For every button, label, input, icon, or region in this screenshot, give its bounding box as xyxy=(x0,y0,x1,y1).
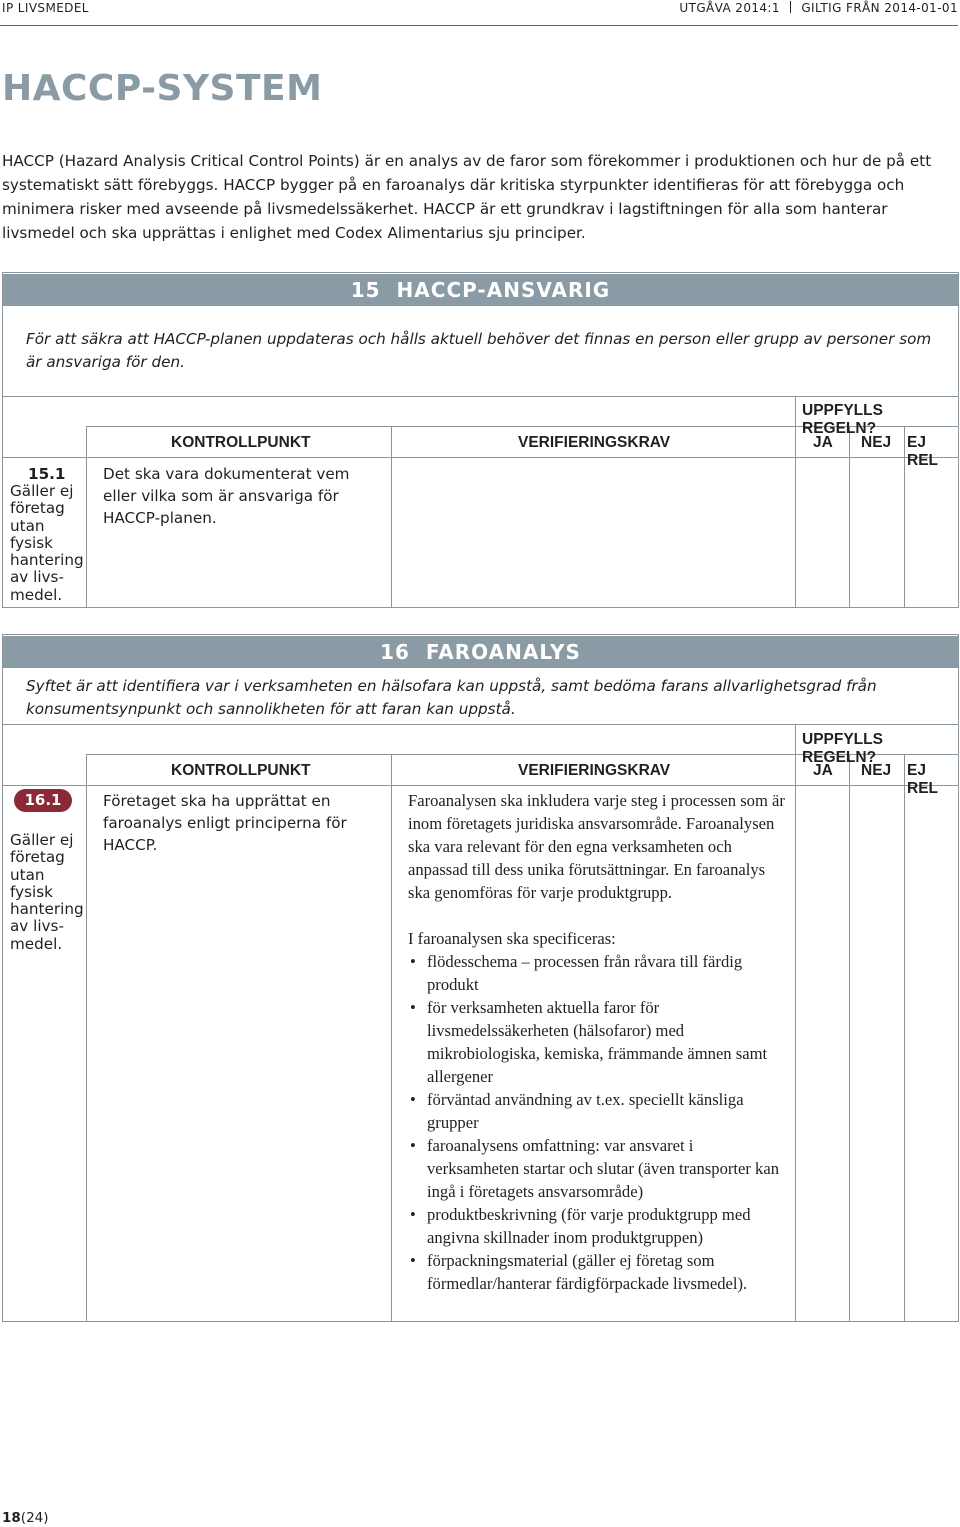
section-15-col-ja: JA xyxy=(813,434,833,451)
section-15-col-kontrollpunkt: KONTROLLPUNKT xyxy=(171,434,311,451)
list-item: • faroanalysens omfattning: var ansvaret i verksamheten startar och slutar (även transporter kan ingå i företagets ansvarsområde) xyxy=(408,1134,786,1203)
section-16-col-ja: JA xyxy=(813,762,833,779)
header-edition-info xyxy=(679,1,958,15)
row-15-1-id: 15.1 xyxy=(28,465,66,483)
header-edition: UTGÅVA 2014:1 xyxy=(679,1,780,15)
list-item: • flödesschema – processen från råvara till färdig produkt xyxy=(408,950,786,996)
section-15-col-nej: NEJ xyxy=(861,434,892,451)
page-title: HACCP-SYSTEM xyxy=(2,68,323,109)
verif-paragraph-2: I faroanalysen ska specificeras: xyxy=(408,929,616,948)
section-15-col-verifieringskrav: VERIFIERINGSKRAV xyxy=(518,434,671,451)
section-16-col-verifieringskrav: VERIFIERINGSKRAV xyxy=(518,762,671,779)
section-16-uppfylls-label: UPPFYLLS REGELN? xyxy=(802,731,883,766)
row-16-1-scope: Gäller ej företag utan fysisk hantering av livs- medel. xyxy=(10,831,84,953)
header-document-name: IP LIVSMEDEL xyxy=(2,1,89,15)
row-16-1-kontrollpunkt: Företaget ska ha upprättat en faroanalys enligt principerna för HACCP. xyxy=(103,792,347,854)
intro-paragraph: HACCP (Hazard Analysis Critical Control Points) är en analys av de faror som förekommer i produktionen och hur de på ett systematiskt sätt förebyggs. HACCP bygger på en faroanalys där kritiska styrpunkter identifieras för att förebygga och minimera risker med avseende på livsmedelssäkerhet. HACCP är ett grundkrav i lagstiftningen för alla som hanterar livsmedel och ska upprättas i enlighet med Codex Alimentarius sju principer. xyxy=(2,152,932,242)
row-16-1-id-badge: 16.1 xyxy=(14,789,72,812)
list-item: • för verksamheten aktuella faror för livsmedelssäkerheten (hälsofaror) med mikrobiologiska, kemiska, främmande ämnen samt allergener xyxy=(408,996,786,1088)
list-item: • produktbeskrivning (för varje produktgrupp med angivna skillnader inom produktgruppen) xyxy=(408,1203,786,1249)
verif-paragraph-1: Faroanalysen ska inkludera varje steg i processen som är inom företagets juridiska ansvarsområde. Faroanalysen ska vara relevant för den egna verksamheten och anpassad till dess unika förutsättningar. En faroanalys ska genomföras för varje produktgrupp. xyxy=(408,791,785,902)
page-total: (24) xyxy=(20,1510,49,1526)
section-16-heading: FAROANALYS xyxy=(425,640,581,664)
section-15-col-ejrel: EJ REL xyxy=(907,434,938,469)
header-valid-from: GILTIG FRÅN 2014-01-01 xyxy=(801,1,958,15)
row-15-1-kontrollpunkt: Det ska vara dokumenterat vem eller vilka som är ansvariga för HACCP-planen. xyxy=(103,465,350,527)
section-15-description: För att säkra att HACCP-planen uppdateras och hålls aktuell behöver det finnas en person eller grupp av personer som är ansvariga för den. xyxy=(26,330,932,371)
page-current: 18 xyxy=(2,1510,21,1526)
page-number xyxy=(2,1510,49,1526)
section-16-banner xyxy=(3,636,958,668)
verif-bullet-list xyxy=(408,950,786,1295)
list-item: • förpackningsmaterial (gäller ej företag som förmedlar/hanterar färdigförpackade livsmedel). xyxy=(408,1249,786,1295)
section-15-heading: HACCP-ANSVARIG xyxy=(396,278,611,302)
section-15-banner xyxy=(3,274,958,306)
row-16-1-verifieringskrav xyxy=(408,789,786,1295)
section-16-description: Syftet är att identifiera var i verksamheten en hälsofara kan uppstå, samt bedöma farans allvarlighetsgrad från konsumentsynpunkt och sannolikheten för att faran kan uppstå. xyxy=(26,677,877,718)
section-16-col-ejrel: EJ REL xyxy=(907,762,938,797)
section-15-number: 15 xyxy=(350,278,381,302)
section-15-desc-divider xyxy=(2,396,959,397)
section-16-desc-divider xyxy=(2,724,959,725)
section-16-col-kontrollpunkt: KONTROLLPUNKT xyxy=(171,762,311,779)
section-16-col-nej: NEJ xyxy=(861,762,892,779)
section-15-uppfylls-label: UPPFYLLS REGELN? xyxy=(802,402,883,437)
row-15-1-scope: Gäller ej företag utan fysisk hantering av livs- medel. xyxy=(10,482,84,604)
list-item: • förväntad användning av t.ex. speciellt känsliga grupper xyxy=(408,1088,786,1134)
section-16-number: 16 xyxy=(380,640,410,664)
header-divider xyxy=(0,25,958,26)
